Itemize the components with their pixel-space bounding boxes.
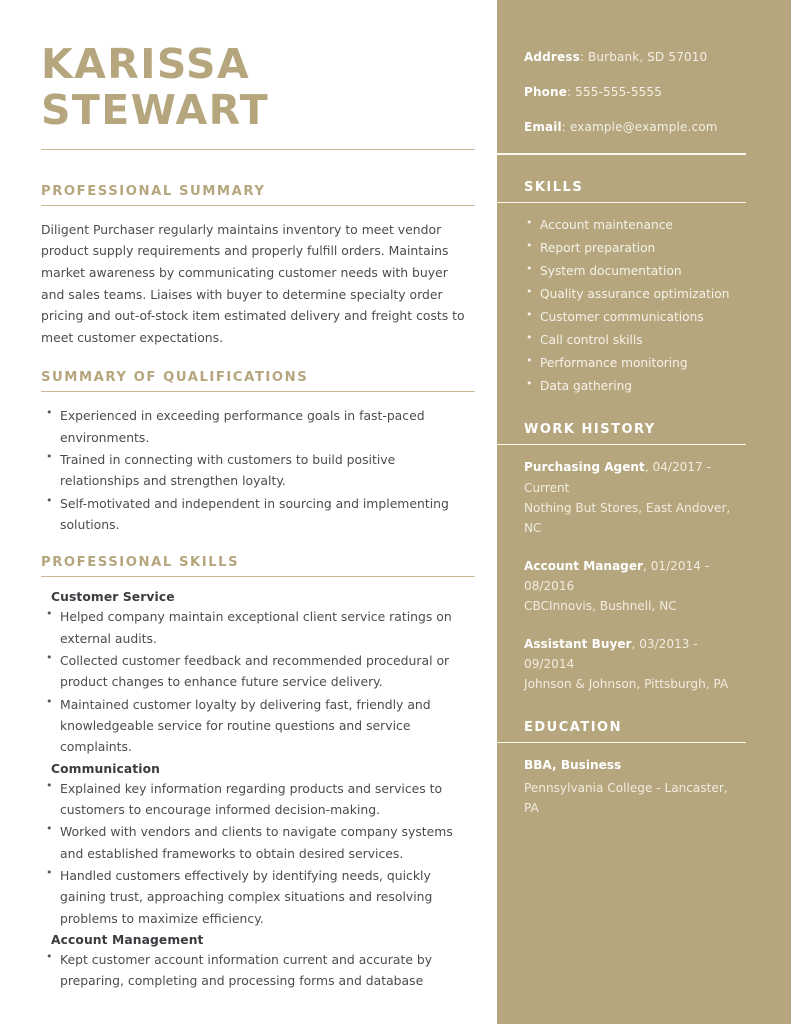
email-label: Email	[524, 120, 562, 134]
skill-bullet: • Helped company maintain exceptional client service ratings on external audits.	[41, 606, 475, 649]
candidate-name	[41, 42, 475, 134]
qualification-item: • Self-motivated and independent in sourcing and implementing solutions.	[41, 493, 475, 536]
contact-divider	[497, 153, 746, 155]
skills-heading: SKILLS	[524, 179, 584, 195]
sidebar	[497, 0, 791, 1024]
section-divider	[497, 742, 746, 744]
job-title: Account Manager	[524, 558, 644, 573]
qualification-item: • Experienced in exceeding performance goals in fast-paced environments.	[41, 405, 475, 448]
skill-bullet: • Worked with vendors and clients to navigate company systems and established frameworks to obtain desired services.	[41, 821, 475, 864]
first-name: KARISSA	[41, 40, 251, 88]
skill-item: • Customer communications	[524, 307, 745, 328]
skills-group	[41, 762, 475, 929]
skills-group-list	[41, 606, 475, 757]
professional-skills-groups	[41, 590, 475, 991]
work-history-entry	[524, 556, 745, 617]
job-organization: Nothing But Stores, East Andover, NC	[524, 501, 731, 536]
sidebar-section-skills	[524, 180, 745, 397]
sidebar-section-education	[524, 720, 745, 819]
job-title-dates	[524, 634, 745, 675]
section-professional-summary	[41, 184, 475, 348]
skill-item: • Data gathering	[524, 376, 745, 397]
skills-group-list	[41, 949, 475, 992]
job-dates: , 03/2013 - 09/2014	[524, 636, 698, 671]
qualifications-heading: SUMMARY OF QUALIFICATIONS	[41, 370, 309, 386]
work-history-entry	[524, 457, 745, 538]
job-title: Purchasing Agent	[524, 460, 645, 475]
job-dates: , 01/2014 - 08/2016	[524, 558, 710, 593]
last-name: STEWART	[41, 85, 270, 134]
section-divider	[41, 576, 475, 577]
skill-item: • Account maintenance	[524, 215, 745, 236]
skills-list	[524, 215, 745, 397]
skills-group-title: Account Management	[51, 932, 204, 947]
job-organization: CBCInnovis, Bushnell, NC	[524, 599, 677, 614]
address-label: Address	[524, 50, 580, 64]
skill-item: • Performance monitoring	[524, 353, 745, 374]
section-divider	[41, 205, 475, 206]
skill-bullet: • Collected customer feedback and recommended procedural or product changes to enhance future service delivery.	[41, 650, 475, 693]
education-degree: BBA, Business	[524, 758, 622, 772]
contact-block	[524, 48, 745, 136]
professional-summary-heading: PROFESSIONAL SUMMARY	[41, 183, 266, 199]
skills-group-title: Communication	[51, 761, 161, 776]
education-heading: EDUCATION	[524, 719, 622, 735]
job-dates: , 04/2017 - Current	[524, 460, 711, 495]
skills-group-title: Customer Service	[51, 590, 175, 605]
professional-skills-heading: PROFESSIONAL SKILLS	[41, 555, 240, 571]
address-value: : Burbank, SD 57010	[579, 50, 708, 64]
skills-group	[41, 933, 475, 992]
work-history-list	[524, 457, 745, 694]
skill-bullet: • Handled customers effectively by identifying needs, quickly gaining trust, approaching complex situations and resolving problems to maximize efficiency.	[41, 865, 475, 929]
section-divider	[497, 444, 746, 446]
email-value: : example@example.com	[561, 120, 718, 134]
skill-bullet: • Explained key information regarding products and services to customers to encourage informed decision-making.	[41, 778, 475, 821]
professional-summary-text: Diligent Purchaser regularly maintains inventory to meet vendor product supply requirements and properly fulfill orders. Maintains market awareness by communicating customer needs with buyer and sales teams. Liaises with buyer to determine specialty order pricing and out-of-stock item estimated delivery and freight costs to meet customer expectations.	[41, 221, 465, 345]
skill-item: • Quality assurance optimization	[524, 284, 745, 305]
skills-group	[41, 590, 475, 757]
skill-item: • System documentation	[524, 261, 745, 282]
skills-group-list	[41, 778, 475, 929]
contact-email	[524, 118, 745, 136]
job-title-dates	[524, 457, 745, 498]
skill-bullet: • Kept customer account information current and accurate by preparing, completing and processing forms and database	[41, 949, 475, 992]
contact-phone	[524, 83, 745, 101]
phone-label: Phone	[524, 85, 568, 99]
education-school: Pennsylvania College - Lancaster, PA	[524, 780, 728, 816]
section-divider	[41, 391, 475, 392]
job-title-dates	[524, 556, 745, 597]
work-history-heading: WORK HISTORY	[524, 421, 656, 437]
skill-item: • Call control skills	[524, 330, 745, 351]
work-history-entry	[524, 634, 745, 695]
phone-value: : 555-555-5555	[567, 85, 662, 99]
sidebar-section-work-history	[524, 422, 745, 695]
qualifications-list	[41, 405, 475, 535]
job-organization: Johnson & Johnson, Pittsburgh, PA	[524, 677, 729, 692]
qualification-item: • Trained in connecting with customers to build positive relationships and strengthen loyalty.	[41, 449, 475, 492]
section-summary-of-qualifications	[41, 370, 475, 535]
name-divider	[41, 149, 475, 150]
skill-item: • Report preparation	[524, 238, 745, 259]
section-professional-skills	[41, 555, 475, 991]
skill-bullet: • Maintained customer loyalty by delivering fast, friendly and knowledgeable service for routine questions and service complaints.	[41, 694, 475, 758]
job-title: Assistant Buyer	[524, 636, 632, 651]
contact-address	[524, 48, 745, 66]
section-divider	[497, 202, 746, 204]
